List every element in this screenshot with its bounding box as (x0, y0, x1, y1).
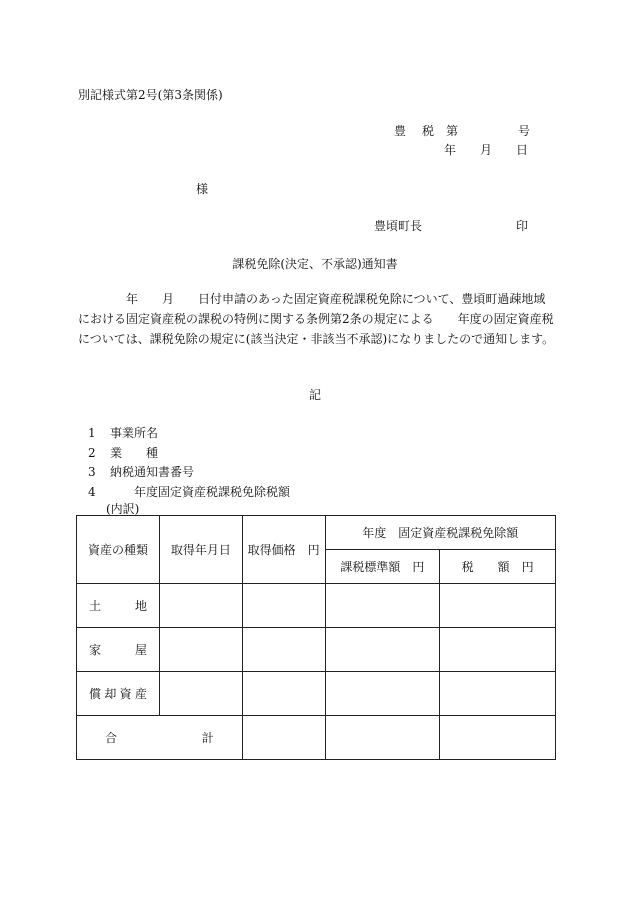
number-part: 税 (422, 124, 435, 138)
table-cell (440, 672, 556, 716)
table-row (77, 584, 556, 628)
date-part: 日 (516, 143, 529, 157)
document-title: 課税免除(決定、不承認)通知書 (232, 257, 398, 271)
breakdown-label: (内訳) (106, 502, 140, 516)
list-item: 1 事業所名 (88, 426, 159, 440)
header-asset-type: 資産の種類 (77, 516, 160, 584)
table-cell (325, 584, 440, 628)
header-exemption-group: 年度 固定資産税課税免除額 (325, 516, 555, 550)
table-row (77, 628, 556, 672)
notice-number (394, 122, 530, 139)
number-part: 豊 (394, 124, 407, 138)
header-tax-amount: 税 額 円 (440, 550, 556, 584)
notice-date (444, 141, 528, 158)
header-acquired-date: 取得年月日 (159, 516, 242, 584)
table-cell (440, 716, 556, 760)
row-label-land: 土 地 (77, 584, 160, 628)
row-label-house: 家 屋 (77, 628, 160, 672)
row-label-total: 合 計 (77, 716, 243, 760)
date-part: 月 (480, 143, 493, 157)
table-cell (159, 584, 242, 628)
list-item: 4 年度固定資産税課税免除税額 (88, 484, 291, 499)
addressee-suffix: 様 (196, 182, 209, 196)
seal-mark: 印 (516, 219, 529, 233)
table-row (77, 672, 556, 716)
table-cell (325, 628, 440, 672)
table-cell (325, 716, 440, 760)
list-item: 2 業 種 (88, 445, 159, 460)
form-label: 別記様式第2号(第3条関係) (78, 88, 223, 102)
number-part: 第 (446, 124, 459, 138)
table-row-total (77, 716, 556, 760)
mayor-name: 豊頃町長 (374, 219, 423, 233)
list-item: 3 納税通知書番号 (88, 465, 195, 479)
table-cell (159, 672, 242, 716)
date-part: 年 (444, 143, 457, 157)
body-text: 年 月 日付申請のあった固定資産税課税免除について、豊頃町過疎地域における固定資産税の課税の特例に関する条例第2条の規定による 年度の固定資産税については、課税免除の規定に(該当決定・非該当不承認)になりましたので通知します。 (78, 292, 555, 346)
body-paragraph (78, 289, 556, 349)
table-cell (159, 628, 242, 672)
item-list (88, 424, 290, 502)
header-tax-base: 課税標準額 円 (325, 550, 440, 584)
table-cell (440, 628, 556, 672)
table-cell (242, 716, 325, 760)
row-label-depreciable: 償 却 資 産 (77, 672, 160, 716)
number-part: 号 (518, 124, 531, 138)
table-cell (325, 672, 440, 716)
ki-heading: 記 (308, 388, 321, 402)
table-cell (242, 672, 325, 716)
table-cell (242, 584, 325, 628)
table-cell (440, 584, 556, 628)
table-cell (242, 628, 325, 672)
detail-table (76, 515, 556, 760)
header-acquired-price: 取得価格 円 (242, 516, 325, 584)
